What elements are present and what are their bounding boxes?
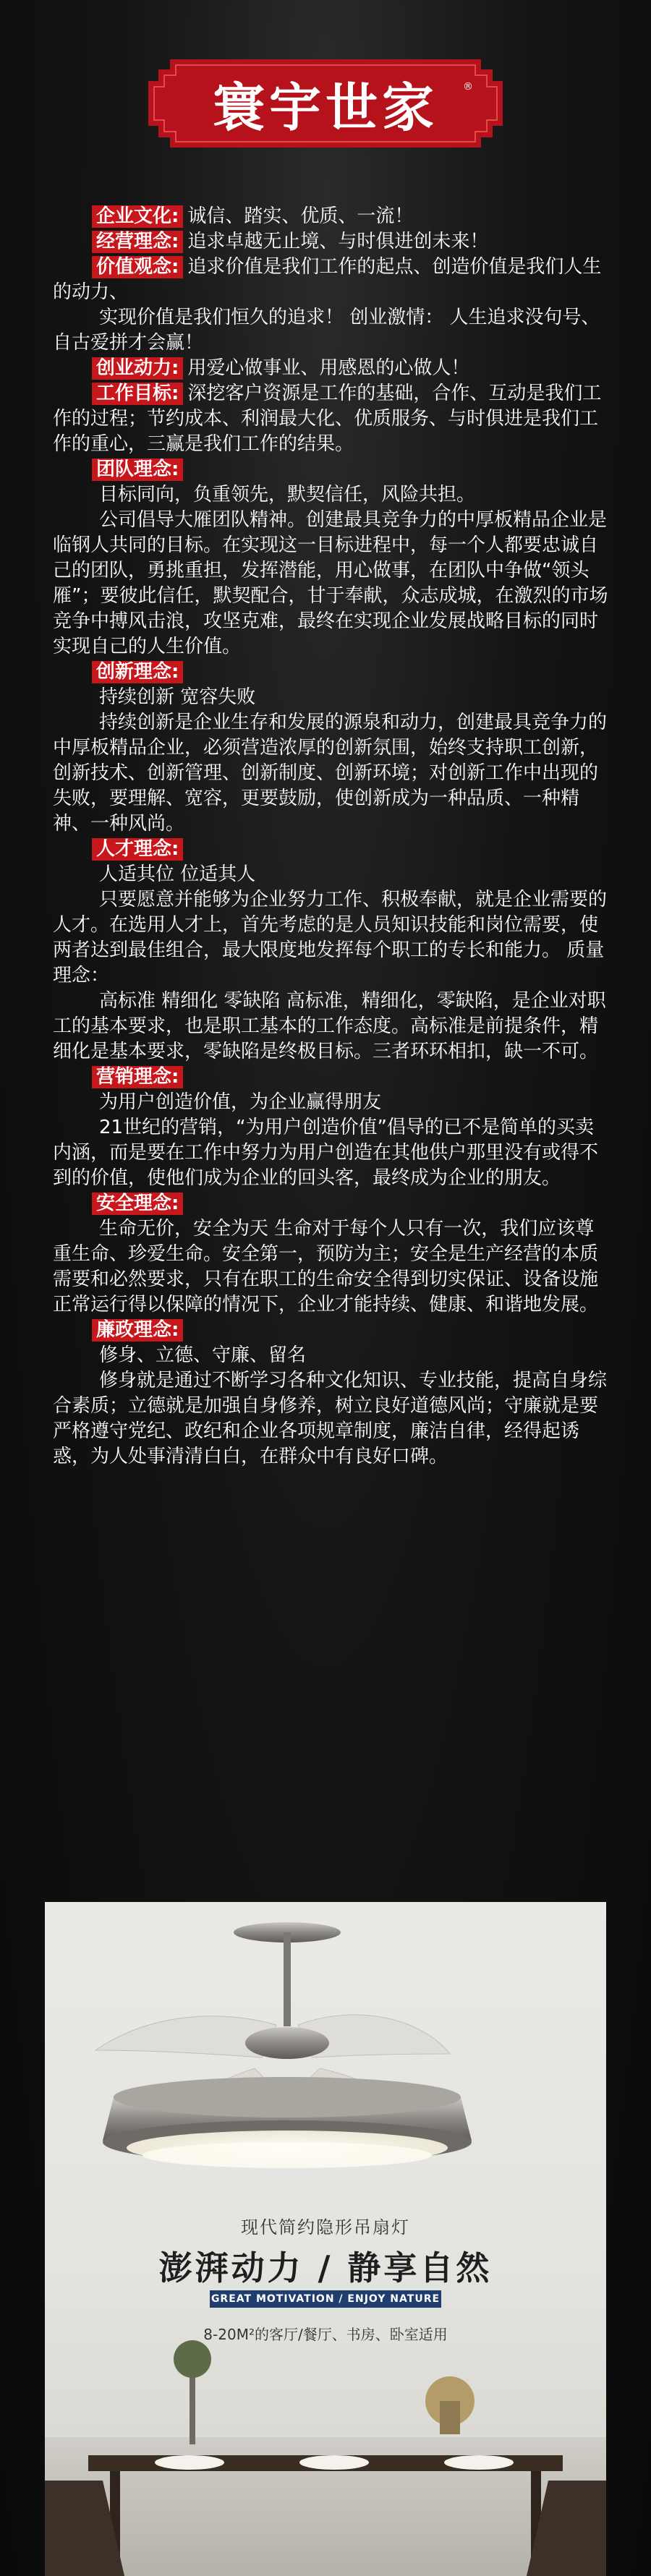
product-slogan [45,2242,606,2290]
ceiling-fan-light-illustration [45,1902,606,2576]
text-business: 追求卓越无止境、与时俱进创未来！ [187,231,489,252]
text-talent-3: 高标准 精细化 零缺陷 高标准，精细化，零缺陷，是企业对职工的基本要求，也是职工基本的工作态度。高标准是前提条件，精细化是基本要求，零缺陷是终极目标。三者环环相扣，缺一不可。 [53,990,606,1062]
text-team-2: 公司倡导大雁团队精神。创建最具竞争力的中厚板精品企业是临钢人共同的目标。在实现这一目标进程中，每一个人都要忠诚自己的团队，勇挑重担，发挥潜能，用心做事，在团队中争做“领头雁”；要彼此信任，默契配合，甘于奉献，众志成城，在激烈的市场竞争中搏风击浪，攻坚克难，最终在实现企业发展战略目标的同时实现自己的人生价值。 [53,509,608,657]
label-motivation: 创业动力: [92,357,183,380]
text-marketing-2: 21世纪的营销，“为用户创造价值”倡导的已不是简单的买卖内涵，而是要在工作中努力为用户创造在其他供户那里没有或得不到的价值，使他们成为企业的回头客，最终成为企业的朋友。 [53,1117,599,1189]
text-innovation-2: 持续创新是企业生存和发展的源泉和动力，创建最具竞争力的中厚板精品企业，必须营造浓厚的创新氛围，始终支持职工创新，创新技术、创新管理、创新制度、创新环境；对创新工作中出现的失败，要理解、宽容，更要鼓励，使创新成为一种品质、一种精神、一种风尚。 [53,712,608,835]
text-values: 追求价值是我们工作的起点、创造价值是我们人生的动力、 [53,256,602,303]
slogan-part-a: 澎湃动力 [158,2248,304,2287]
text-goal: 深挖客户资源是工作的基础，合作、互动是我们工作的过程；节约成本、利润最大化、优质服务、与时俱进是我们工作的重心，三赢是我们工作的结果。 [53,383,602,455]
text-talent-2: 只要愿意并能够为企业努力工作、积极奉献，就是企业需要的人才。在选用人才上，首先考虑的是人员知识技能和岗位需要，使两者达到最佳组合，最大限度地发挥每个职工的专长和能力。 质量理念： [53,889,608,986]
product-title: 现代简约隐形吊扇灯 [241,2217,410,2238]
text-safety-1: 生命无价，安全为天 生命对于每个人只有一次，我们应该尊重生命、珍爱生命。安全第一，预防为主；安全是生产经营的本质需要和必然要求，只有在职工的生命安全得到切实保证、设备设施正常运行得以保障的情况下，企业才能持续、健康、和谐地发展。 [53,1218,599,1315]
text-integrity-1: 修身、立德、守廉、留名 [99,1344,307,1366]
label-values: 价值观念: [92,256,183,278]
text-culture: 诚信、踏实、优质、一流！ [187,205,414,227]
text-motivation: 用爱心做事业、用感恩的心做人！ [187,357,470,379]
text-integrity-2: 修身就是通过不断学习各种文化知识、专业技能，提高自身综合素质；立德就是加强自身修养，树立良好道德风尚；守廉就是要严格遵守党纪、政纪和企业各项规章制度，廉洁自律，经得起诱惑，为人处事清清白白，在群众中有良好口碑。 [53,1370,608,1467]
registered-mark: ® [463,81,473,93]
section-culture [53,204,610,229]
product-banner [45,1902,606,2576]
section-values [53,255,610,305]
text-marketing-1: 为用户创造价值，为企业赢得朋友 [99,1091,382,1113]
slogan-separator: / [303,2248,348,2287]
section-goal [53,381,610,457]
section-motivation [53,356,610,381]
section-business [53,229,610,255]
slogan-english-bar: GREAT MOTIVATION / ENJOY NATURE [210,2290,441,2308]
text-innovation-1: 持续创新 宽容失败 [99,686,256,708]
label-team: 团队理念: [92,459,183,481]
product-usage: 8-20M²的客厅/餐厅、书房、卧室适用 [203,2326,448,2343]
label-culture: 企业文化: [92,205,183,228]
label-goal: 工作目标: [92,383,183,405]
label-integrity: 廉政理念: [92,1319,183,1342]
slogan-part-b: 静享自然 [347,2248,493,2287]
label-talent: 人才理念: [92,838,183,861]
text-team-1: 目标同向，负重领先，默契信任，风险共担。 [99,484,476,506]
culture-content [53,204,610,1470]
header [0,0,651,188]
label-business: 经营理念: [92,231,183,253]
label-marketing: 营销理念: [92,1066,183,1088]
label-safety: 安全理念: [92,1193,183,1215]
text-values-2: 实现价值是我们恒久的追求！ 创业激情： 人生追求没句号、自古爱拼才会赢！ [53,307,600,354]
brand-name: 寰宇世家 [212,77,438,138]
label-innovation: 创新理念: [92,661,183,683]
text-talent-1: 人适其位 位适其人 [99,863,256,885]
